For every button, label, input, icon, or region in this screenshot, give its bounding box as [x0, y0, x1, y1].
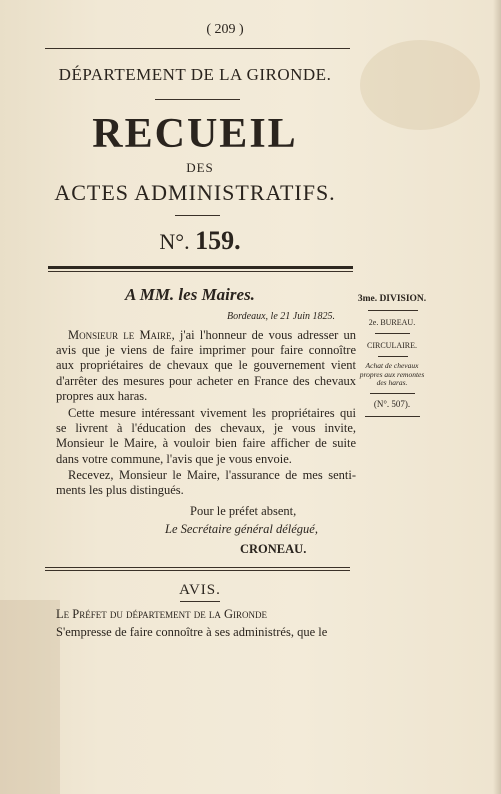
short-rule — [180, 601, 220, 602]
text-line: aux propriétaires de chevaux que le gouvernement vient — [56, 358, 356, 373]
margin-rule — [365, 416, 420, 417]
text-line: se livrent à l'éducation des chevaux, je vous invite, — [56, 421, 356, 436]
issue-number-prefix: N°. — [159, 229, 190, 254]
page-edge — [493, 0, 501, 794]
opening-words: Monsieur le Maire — [68, 328, 172, 342]
text-line: propres aux haras. — [56, 388, 148, 403]
text-line: Recevez, Monsieur le Maire, l'assurance de mes senti- — [68, 468, 356, 482]
avis-line-2: S'empresse de faire connoître à ses administrés, que le — [56, 625, 328, 639]
title-des: DES — [186, 160, 214, 175]
margin-division: 3me. DIVISION. — [357, 294, 427, 304]
text-line: avis que je viens de faire imprimer pour faire connoître — [56, 343, 356, 358]
section-rule — [45, 567, 350, 568]
department-heading: DÉPARTEMENT DE LA GIRONDE. — [58, 65, 332, 84]
text-line: ments les plus distingués. — [56, 483, 184, 498]
letter-date: Bordeaux, le 21 Juin 1825. — [227, 311, 335, 322]
short-rule — [155, 99, 240, 100]
avis-heading: AVIS. — [179, 582, 221, 598]
page-number: ( 209 ) — [206, 22, 244, 37]
margin-subject-line: des haras. — [376, 378, 408, 387]
margin-rule — [375, 333, 410, 334]
letter-paragraph-3 — [56, 468, 356, 498]
document-subtitle: ACTES ADMINISTRATIFS. — [54, 180, 336, 205]
signatory-title: Le Secrétaire général délégué, — [165, 522, 318, 536]
text-line: dans votre commune, l'avis que je vous envoie. — [56, 451, 292, 466]
margin-subject-line: propres aux remontes — [359, 369, 425, 379]
closing-line: Pour le préfet absent, — [190, 504, 297, 518]
margin-rule — [378, 356, 408, 357]
letter-paragraph-2 — [56, 406, 356, 467]
issue-number — [130, 226, 270, 256]
margin-rule — [368, 310, 418, 311]
margin-circulaire: CIRCULAIRE. — [367, 341, 417, 350]
text-line: Monsieur le Maire, j'ai l'honneur de vous adresser un — [68, 328, 356, 342]
letter-paragraph-1 — [56, 328, 356, 404]
paper-stain — [360, 40, 480, 130]
margin-reference: (N°. 507). — [373, 399, 411, 409]
section-rule — [45, 570, 350, 571]
issue-number-value: 159. — [195, 226, 241, 255]
margin-subject-line: Achat de chevaux — [365, 361, 419, 370]
signatory-name: CRONEAU. — [240, 542, 307, 556]
thick-rule — [48, 266, 353, 269]
letter-salutation: A MM. les Maires. — [125, 285, 255, 304]
thin-rule — [48, 271, 353, 272]
short-rule — [175, 215, 220, 216]
margin-rule — [370, 393, 415, 394]
document-title: RECUEIL — [92, 111, 298, 157]
text-line: Cette mesure intéressant vivement les propriétaires qui — [68, 406, 356, 420]
paper-stain — [0, 600, 60, 794]
avis-line-1: Le Préfet du département de la Gironde — [56, 607, 267, 621]
text-line: Monsieur le Maire, à vouloir bien faire afficher de suite — [56, 436, 356, 451]
margin-bureau: 2e. BUREAU. — [368, 318, 416, 327]
margin-subject — [352, 362, 432, 388]
text-line: d'arrêter des mesures pour acheter en France des chevaux — [56, 373, 356, 388]
top-rule — [45, 48, 350, 49]
